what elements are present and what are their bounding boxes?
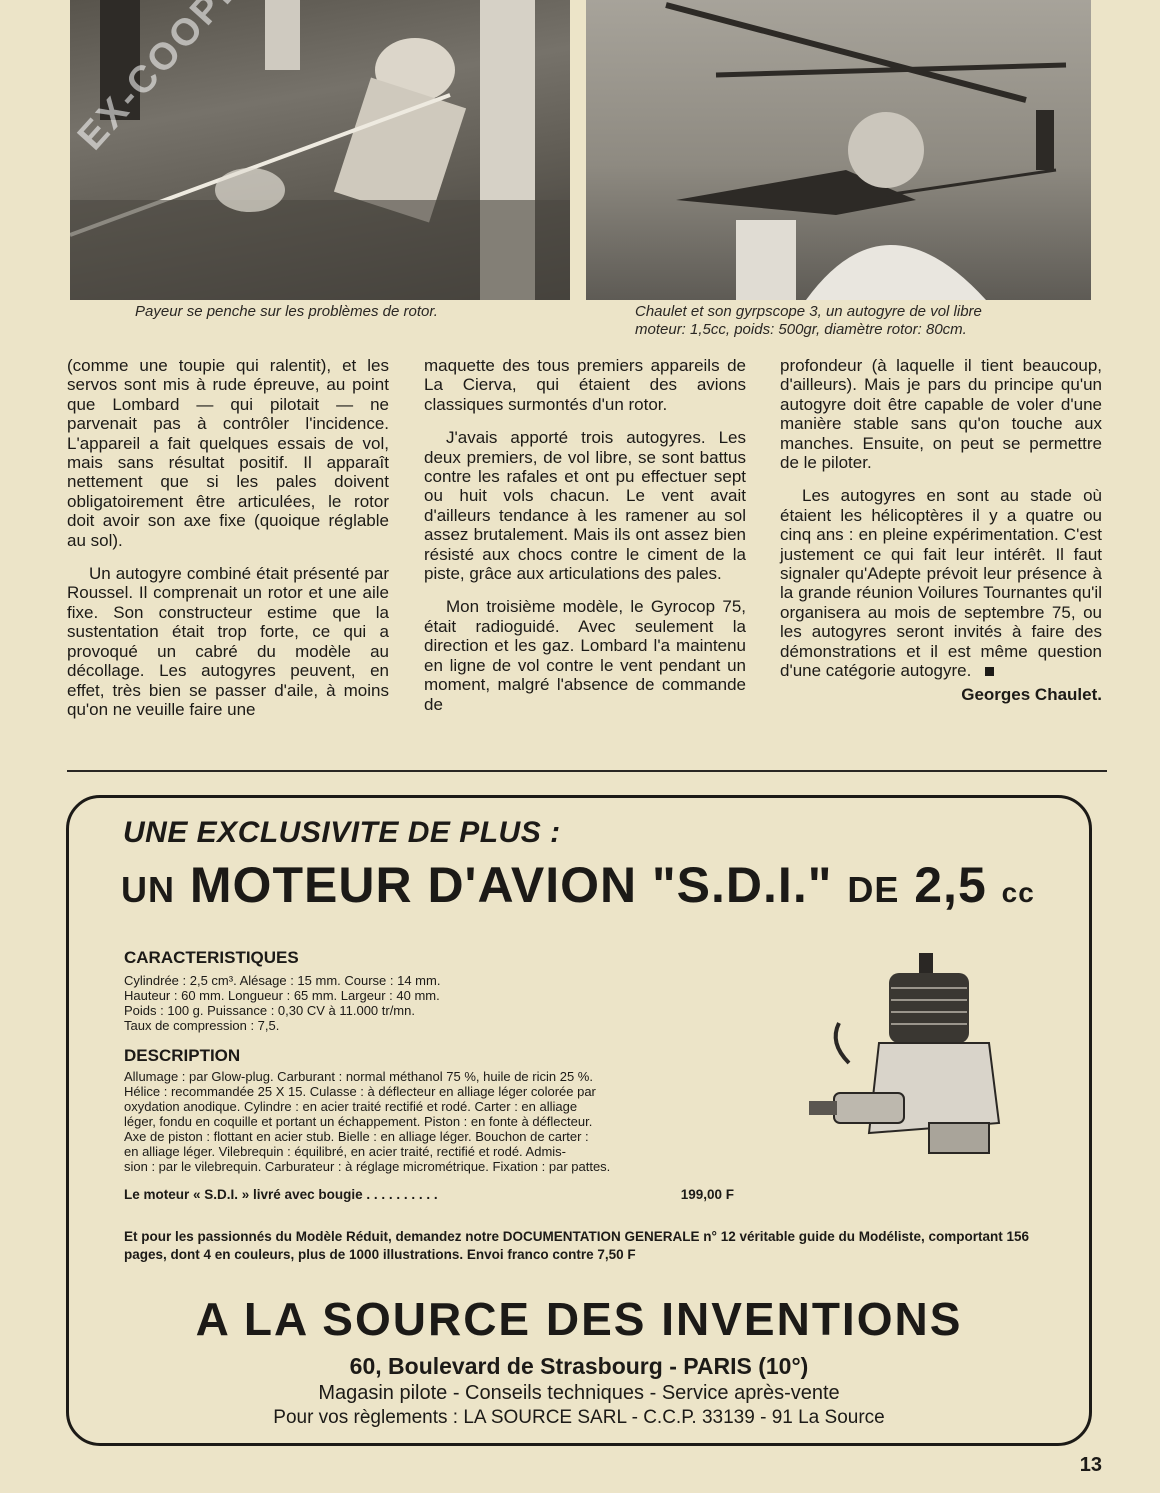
article-paragraph-text: Les autogyres en sont au stade où étaient les hélicoptères il y a quatre ou cinq ans : en pleine expérimentation. C'est justement ce qui fait leur intérêt. Il faut signaler qu'Adepte prévoit leur présence à la grande réunion Voilures Tournantes qu'il organisera au mois de septembre 75, ou les autogyres seront invités à faire des démonstrations et il est même question d'une catégorie autogyre. <box>780 486 1102 681</box>
spec-line: Poids : 100 g. Puissance : 0,30 CV à 11.000 tr/mn. <box>124 1003 415 1018</box>
photo-rotor-inspection <box>70 0 570 300</box>
ad-title <box>121 856 1035 914</box>
article-paragraph: Mon troisième modèle, le Gyrocop 75, était radioguidé. Avec seulement la direction et les gaz. Lombard l'a maintenu en ligne de vol contre le vent pendant un moment, malgré l'absence de commande de <box>424 597 746 714</box>
article-paragraph: (comme une toupie qui ralentit), et les servos sont mis à rude épreuve, au point que Lombard — qui pilotait — ne parvenait pas à contrôler l'incidence. L'appareil a fait quelques essais de vol, mais sans résultat positif. Il apparaît nettement que si les pales doivent obligatoirement être articulées, le rotor doit avoir son axe fixe (quoique réglable au sol). <box>67 356 389 550</box>
article-column-3 <box>780 356 1102 704</box>
page-number: 13 <box>1079 1454 1102 1476</box>
price-line <box>124 1187 734 1202</box>
description-line: en alliage léger. Vilebrequin : équilibré, en acier traité, rectifié et rodé. Admis- <box>124 1144 567 1159</box>
right-photo-caption-line2: moteur: 1,5cc, poids: 500gr, diamètre rotor: 80cm. <box>635 321 967 338</box>
spec-line: Cylindrée : 2,5 cm³. Alésage : 15 mm. Course : 14 mm. <box>124 973 441 988</box>
description-line: oxydation anodique. Cylindre : en acier traité rectifié et rodé. Carter : en alliage <box>124 1099 578 1114</box>
shop-name: A LA SOURCE DES INVENTIONS <box>195 1293 963 1345</box>
description-line: Axe de piston : flottant en acier stub. Bielle : en alliage léger. Bouchon de carter : <box>124 1129 589 1144</box>
shop-tagline: Magasin pilote - Conseils techniques - Service après-vente <box>318 1382 840 1404</box>
article-paragraph: profondeur (à laquelle il tient beaucoup, d'ailleurs). Mais je pars du principe qu'un autogyre doit être capable de voler d'une manière stable sans qu'on touche aux manches. Ensuite, on peut se permettre de le piloter. <box>780 356 1102 473</box>
ad-title-unit: cc <box>1001 877 1035 908</box>
right-photo-caption-line1: Chaulet et son gyrpscope 3, un autogyre de vol libre <box>635 303 982 320</box>
shop-payment: Pour vos règlements : LA SOURCE SARL - C.C.P. 33139 - 91 La Source <box>273 1407 885 1428</box>
article-paragraph: J'avais apporté trois autogyres. Les deux premiers, de vol libre, se sont battus contre les rafales et ont pu effectuer sept ou huit vols chacun. Le vent avait d'ailleurs tendance à les ramener au sol assez brutalement. Mais ils ont assez bien résisté aux chocs contre le ciment de la piste, grâce aux articulations des pales. <box>424 428 746 584</box>
ad-title-main: MOTEUR D'AVION "S.D.I." <box>189 857 833 913</box>
price-value: 199,00 F <box>680 1187 734 1202</box>
section-divider <box>67 770 1107 772</box>
article-column-1 <box>67 356 389 733</box>
article-column-2 <box>424 356 746 728</box>
photo-rotor-inspection-illustration <box>70 0 570 300</box>
shop-address: 60, Boulevard de Strasbourg - PARIS (10°) <box>349 1353 809 1379</box>
documentation-offer: Et pour les passionnés du Modèle Réduit, demandez notre DOCUMENTATION GENERALE n° 12 véritable guide du Modéliste, comportant 156 pages, dont 4 en couleurs, plus de 1000 illustrations. Envoi franco contre 7,50 F <box>124 1229 1030 1262</box>
photo-autogyre-model <box>586 0 1091 300</box>
ad-title-prefix: UN <box>121 869 175 910</box>
description-list <box>124 1069 774 1174</box>
article-paragraph: Un autogyre combiné était présenté par Roussel. Il comprenait un rotor et une aile fixe. Son constructeur estime que la sustentation était trop forte, ce qui a provoqué un cabré du modèle au décollage. Les autogyres peuvent, en effet, très bien se passer d'aile, à moins qu'on ne veuille faire une <box>67 564 389 719</box>
description-heading: DESCRIPTION <box>124 1046 241 1065</box>
description-line: léger, fondu en coquille et portant un échappement. Piston : en fonte à déflecteur. <box>124 1114 593 1129</box>
article-paragraph <box>780 486 1102 680</box>
photo-autogyre-model-illustration <box>586 0 1091 300</box>
spec-list <box>124 973 774 1033</box>
ad-title-de: DE <box>847 869 900 910</box>
spec-line: Hauteur : 60 mm. Longueur : 65 mm. Largeur : 40 mm. <box>124 988 440 1003</box>
article-paragraph: maquette des tous premiers appareils de La Cierva, qui étaient des avions classiques surmontés d'un rotor. <box>424 356 746 414</box>
description-line: Allumage : par Glow-plug. Carburant : normal méthanol 75 %, huile de ricin 25 %. <box>124 1069 593 1084</box>
article-signature: Georges Chaulet. <box>961 684 1102 704</box>
ad-title-size: 2,5 <box>914 857 987 913</box>
left-photo-caption: Payeur se penche sur les problèmes de rotor. <box>135 303 438 320</box>
description-line: Hélice : recommandée 25 X 15. Culasse : à déflecteur en alliage léger colorée par <box>124 1084 596 1099</box>
end-mark-icon <box>985 667 994 676</box>
ad-kicker: UNE EXCLUSIVITE DE PLUS : <box>123 816 561 849</box>
engine-illustration <box>809 933 1069 1193</box>
price-label: Le moteur « S.D.I. » livré avec bougie . . . . . . . . . . <box>124 1187 438 1202</box>
description-line: sion : par le vilebrequin. Carburateur : à réglage micrométrique. Fixation : par pattes. <box>124 1159 611 1174</box>
engine-advertisement <box>66 795 1092 1446</box>
spec-heading: CARACTERISTIQUES <box>124 948 299 967</box>
spec-line: Taux de compression : 7,5. <box>124 1018 280 1033</box>
